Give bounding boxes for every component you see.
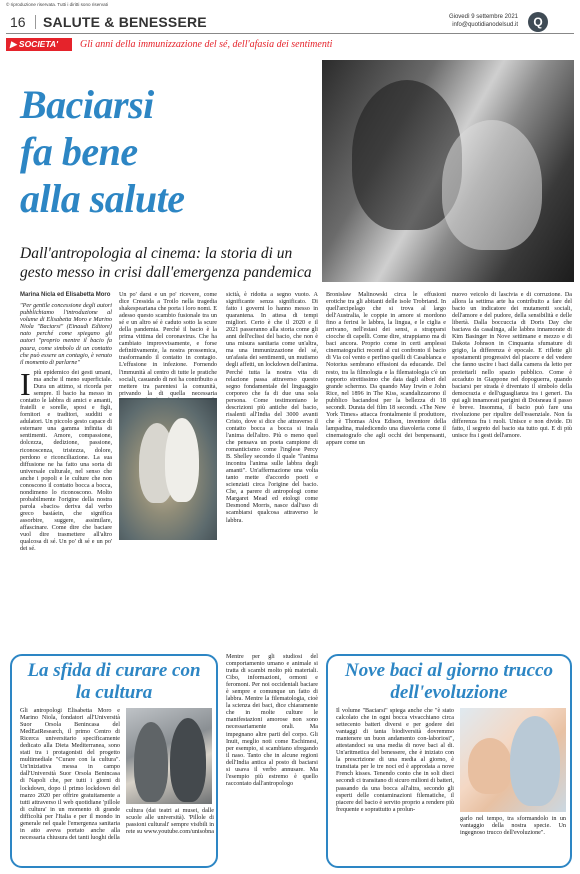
box-text: Il volume "Baciarsi" spiega anche che "è stato calcolato che in ogni bocca vivacchiano circa settecento batteri diversi e per godere dei vantaggi di tanta biodiversità dovremmo mantenere un buon andamento con-laboriosi", attestandoci su una media di nove baci al di. Un'aritmetica del benessere, che è iniziato con la prescrizione di una media al giorno, è transitata per le tre noci ed è approdata a nove French kisses. Tenendo conto che in soli dieci secondi ci transitano di sicuro milioni di batteri, passando da una bocca all'altra, secondo gli esperti delle contaminazioni filematiche, il piacere del bacio è servito proprio a rendere più frequente e soprattutto a prolun- bbox=[336, 708, 454, 813]
box-text: cultura (dai teatri ai musei, dalle scuole alle università). 'Pillole di passioni culturali' sempre visibili in rete su www.youtube.com/unisobna bbox=[126, 808, 214, 836]
headline bbox=[20, 84, 320, 220]
mother-baby-photo bbox=[460, 708, 566, 812]
column-text: sicità, è ridotta a segno vuoto. A significante senza significato. Di fatto i governi lo hanno messo in quarantena. In attesa di tempi migliori. Certo è che il 2020 e il 2021 passeranno alla storia come gli anni dell'eclissi del bacio, che non è una misura sanitaria come un'altra, ma una immunizzazione del sé, un'afasia dei sentimenti, un mutismo degli affetti, un lockdown dell'anima. Perché tutta la nostra vita di relazione passa attraverso questo segno fondamentale del linguaggio corporeo che fa di due una sola persona. Come testimoniano le descrizioni più antiche del bacio, risalenti all'India del 3000 avanti Cristo, dove si dice che attraverso il contatto bocca a bocca si inala l'anima dell'altro. Più o meno quel che pensava un poeta campione di romanticismo come l'inglese Percy B. Shelley secondo il quale "l'anima incontra l'anima sulle labbra degli amanti". Un'affermazione una volta tanto mette d'accordo poeti e scienziati circa l'origine del bacio. Che, a parere di antropologi come Margaret Mead ed etologi come Desmond Morris, nasce dall'uso di scambiarsi qualcosa attraverso le labbra. bbox=[226, 292, 318, 524]
column-text: Bronisław Malinowski circa le effusioni erotiche tra gli abitanti delle isole Trobriand. In quell'arcipelago che si trova al largo dell'Australia, le coppie in amore si mordono fino a ferirsi le labbra, la lingua, e le ciglia e arrivano, nell'estasi dei sensi, a strapparsi ciocche di capelli. Come dire, strappiamo ma di baci ancora. Proprio come in certi amplessi cinematografici recenti al cui confronto il bacio di Via col vento e perfino quelli di Casablanca e Notorius sembrano effusioni da educande. Del resto, tra la filmologia e la filematologia c'è un rapporto strettissimo che data dagli albori del grande schermo. Da quando May Irwin e John Rice, nel 1896 in The Kiss, scandalizzarono il pubblico baciandosi per la bellezza di 18 secondi. Durata del film 18 secondi. «The New York Times» attacca frontalmente il produttore, che è Thomas Alva Edison, inventore della lampadina, maledicendo una diavoleria come il cinematografo che agli occhi dei benpensanti, appare come un bbox=[326, 292, 446, 446]
kicker-text: Gli anni della immunizzazione del sé, dell'afasia dei sentimenti bbox=[80, 39, 333, 50]
column-text: Un po' darsi e un po' ricevere, come dice Cressida a Troilo nella tragedia shakespeariana che porta i loro nomi. E adesso questo scambio fusionale tra un sé e un altro sé è caduto sotto la scure della pandemia. Perché il bacio è la prima vittima del coronavirus. Che ha cambiato improvvisamente, e forse definitivamente, la nostra prossemica, trasformando il contatto in contagio. L'effusione in infezione. Fornendo l'immunità al centro di tutte le pratiche sociali, casuando di noi ha contribuito a mettere tra parentesi la comunità, privando la di quella necessaria bbox=[119, 292, 217, 397]
headline-line: alla salute bbox=[20, 176, 185, 221]
kiss-photo bbox=[322, 60, 574, 282]
newspaper-logo-icon: Q bbox=[528, 12, 548, 32]
article-column-2 bbox=[119, 292, 217, 397]
photo-figure bbox=[170, 718, 206, 802]
byline: Marina Nicla ed Elisabetta Moro bbox=[20, 292, 111, 298]
painting-figure bbox=[165, 418, 199, 502]
photo-figure bbox=[134, 722, 168, 802]
article-column-1 bbox=[20, 366, 112, 660]
drop-cap: I bbox=[20, 366, 31, 402]
sidebar-box-culture bbox=[10, 654, 218, 868]
header-date: Giovedì 9 settembre 2021 bbox=[448, 14, 518, 20]
header-email: info@quotidianodelsud.it bbox=[452, 22, 518, 29]
article-column-4 bbox=[326, 292, 446, 650]
play-triangle-icon: ▶ bbox=[10, 39, 19, 49]
subhead: Dall'antropologia al cinema: la storia di un gesto messo in crisi dall'emergenza pandemica bbox=[20, 245, 312, 281]
column-text: Mentre per gli studiosi del comportamento umano e animale si tratta di scambi molto più materiali. Cibo, informazioni, ormoni e feromoni. Per noi occidentali baciare è sempre e comunque un fatto di labbra. Mentre la filematologia, cioè la scienza dei baci, dice chiaramente che in molte culture le manifestazioni amorose non sono necessariamente orali. Ma impegnano altre parti del corpo. Gli Inuit, meglio noti come Eschimesi, per esempio, si scambiano sfregando il naso. Tanto che in alcune regioni dell'India antica al posto di baciarsi si usava il verbo annusare. Ma l'esempio più estremo è quello raccontato dall'antropologo bbox=[226, 654, 318, 787]
intro-text: "Per gentile concessione degli autori pubblichiamo l'introduzione al volume di Elisabetta Moro e Marino Niola "Baciarsi" (Einaudi Editore) nato perché come spiegano gli autori "proprio mentre il bacio fa paura, come simbolo di un contatto che può essere un contagio, è venuto il momento di parlarne" bbox=[20, 302, 112, 366]
photo-figure bbox=[468, 738, 512, 794]
article-column-3 bbox=[226, 292, 318, 652]
column-text: nuovo veicolo di lascivia e di corruzione. Da allora la settima arte ha contribuito a fare del bacio un indicatore dei mutamenti sociali, dell'amore e del pudore, della sensibilità e delle libertà. Dalla boccuccia di Doris Day che baciava da casalinga, alle labbra innamorate di Kim Basinger in Nove settimane e mezzo e di Dakota Johnson in Cinquanta sfumature di grigio, la differenza è epocale. E riflette gli spostamenti progressivi del piacere e del vedere che fanno uscire i baci dalla camera da letto per proiettarli nello spazio pubblico. Come è accaduto in Giappone nel dopoguerra, quando baciarsi per strada è diventato il simbolo della democrazia e dell'uguaglianza tra i generi. Da qui agli innamorati parigini di Doisneau il passo è breve. Insomma, il bacio può fare una rivoluzione per ripulire dell'essenziale. Non fa differenza fra i ruoli. Unisce e non divide. Di fatto, il segreto del bacio sta tutto qui. E di più unisce fra i gesti dell'amore. bbox=[452, 292, 572, 439]
headline-line: fa bene bbox=[20, 129, 138, 174]
authors-photo bbox=[126, 708, 212, 804]
box-text: garlo nel tempo, tra sformandolo in un vantaggio della nostra specie. Un ingegnoso trucco dell'evoluzione". bbox=[460, 816, 566, 837]
photo-figure bbox=[442, 120, 542, 250]
page-number: 16 bbox=[10, 14, 26, 30]
photo-figure bbox=[510, 716, 560, 806]
headline-line: Baciarsi bbox=[20, 82, 154, 127]
kicker-label-text: SOCIETA' bbox=[18, 39, 59, 49]
header-divider bbox=[35, 15, 36, 29]
copyright-note: © riproduzione riservata. Tutti i diritti sono riservati bbox=[6, 2, 108, 7]
article-column-5 bbox=[452, 292, 572, 650]
box-title: La sfida di curare con la cultura bbox=[27, 660, 201, 703]
painting-image bbox=[119, 398, 217, 540]
section-title: SALUTE & BENESSERE bbox=[43, 14, 207, 30]
column-text: più epidemico dei gesti umani, ma anche il meno superficiale. Dura un attimo, si ricorda per sempre. Il bacio ha messo in contatto le labbra di amici e amanti, fratelli e sorelle, sposi e figli, fornitori e traditori, sudditi e adulatori. Un piccolo gesto capace di esternare una gamma infinita di sentimenti. Amore, compassione, dolcezza, dedizione, passione, riconoscenza, tristezza, dolore, perdono e riconciliazione. La sua diffusione ne ha fatto una sorta di universale culturale, nel senso che anche i popoli e le culture che non conoscono il contatto bocca a bocca, nondimeno lo riconoscono. Molto probabilmente l'origine della nostra parola «bacio» deriva dal verbo greco basiáein, che significa assorbire, suggere, assimilare, affascinare. Come dire che baciare vuol dire trasmettere all'altro qualcosa di sé. Un po' di sé e un po' dei sé. bbox=[20, 370, 112, 553]
box-title: Nove baci al giorno trucco dell'evoluzione bbox=[345, 660, 553, 703]
kicker-label bbox=[6, 38, 72, 51]
box-text: Gli antropologi Elisabetta Moro e Marino Niola, fondatori all'Università Suor Orsola Benincasa del MedEatResearch, il primo Centro di Ricerca universitario specificamente dedicato alla Dieta Mediterranea, sono stati tra i protagonisti del progetto multimediale "Curare con la cultura". Un'iniziativa messa in campo dall'Università Suor Orsola Benincasa di Napoli che, per tutti i giorni di lockdown, dopo il primo lockdown del marzo 2020 per offrire gratuitamente a tutti attraverso il web quotidiane 'pillole di cultura' in un momento di grande difficoltà per l'Italia e per il mondo in generale nel quale l'emergenza sanitaria in atto aveva portato anche alla necessaria chiusura dei tanti luoghi della bbox=[20, 708, 120, 841]
header-meta bbox=[398, 13, 518, 29]
header-rule bbox=[6, 33, 574, 34]
sidebar-box-evolution bbox=[326, 654, 572, 868]
article-column-3b bbox=[226, 654, 318, 872]
